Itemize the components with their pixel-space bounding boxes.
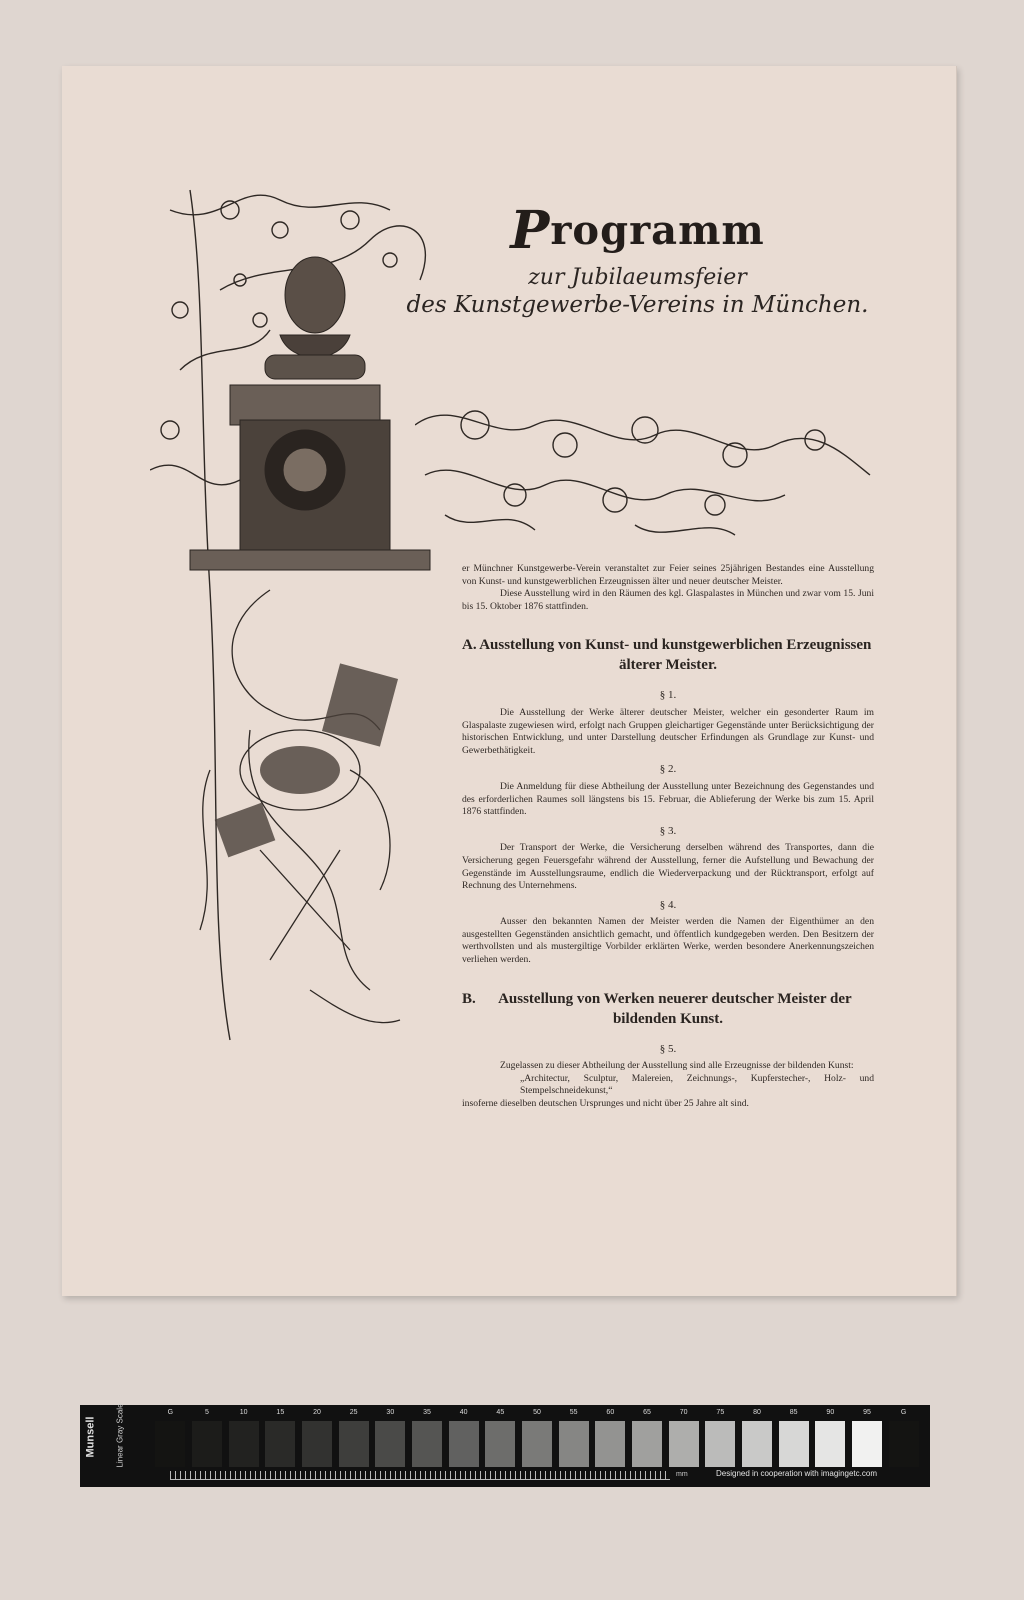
paragraph-5-tail: insoferne dieselben deutschen Ursprunges und nicht über 25 Jahre alt sind. [462, 1098, 749, 1110]
paragraph-number-1: § 1. [659, 689, 677, 702]
scale-tick-label: 50 [533, 1409, 541, 1416]
document-title [405, 200, 870, 261]
paragraph-5-quote: „Architectur, Sculptur, Malereien, Zeichnungs-, Kupferstecher-, Holz- und Stempelschneidekunst,“ [520, 1072, 874, 1097]
scale-tick-label: 75 [716, 1409, 725, 1416]
decorative-vine-scroll [415, 385, 875, 545]
paragraph-5: Zugelassen zu dieser Abtheilung der Ausstellung sind alle Erzeugnisse der bildenden Kunst: [500, 1060, 854, 1072]
gray-swatch [412, 1421, 442, 1467]
gray-swatch [742, 1421, 772, 1467]
scale-tick-label: 35 [423, 1409, 431, 1416]
paragraph-3: Der Transport der Werke, die Versicherung derselben während des Transportes, dann die Versicherung gegen Feuersgefahr während der Ausstellung, ferner die Aufstellung und Bewachung der Gegenstände im Ausstellungsraume, endlich die Wiederverpackung und der Rücktransport, erfolgt auf Rechnung des Unternehmens. [462, 842, 874, 892]
gray-swatch [595, 1421, 625, 1467]
scale-tick-label: 30 [386, 1409, 395, 1416]
scale-tick-label: 65 [643, 1409, 651, 1416]
section-a-letter: A. [462, 637, 477, 654]
scale-tick-label: G [167, 1409, 174, 1416]
brand-label: Linear Gray Scale [115, 1403, 125, 1468]
section-a-title: Ausstellung von Kunst- und kunstgewerblichen Erzeugnissen älterer Meister. [479, 637, 872, 674]
title-rest: rogramm [550, 207, 765, 254]
mm-ruler [170, 1471, 670, 1480]
gray-swatch [705, 1421, 735, 1467]
munsell-logo [84, 1403, 125, 1483]
scale-tick-label: 95 [863, 1409, 871, 1416]
scale-credit: Designed in cooperation with imagingetc.com [716, 1469, 877, 1478]
scale-tick-label: 40 [459, 1409, 468, 1416]
gray-swatches [152, 1421, 922, 1467]
gray-swatch [852, 1421, 882, 1467]
paragraph-2: Die Anmeldung für diese Abtheilung der Ausstellung unter Bezeichnung des Gegenstandes und des erforderlichen Raumes soll längstens bis 15. Februar, die Ablieferung der Werke bis zum 15. April 1876 stattfinden. [462, 780, 874, 818]
paragraph-4: Ausser den bekannten Namen der Meister werden die Namen der Eigenthümer an den ausgestellten Gegenständen ansichtlich gemacht, und öffentlich kundgegeben werden. Den Besitzern der werthvollsten und als mustergiltige Vorbilder erklärten Werke, werden besondere Anerkennungszeichen verliehen werden. [462, 916, 874, 966]
scale-tick-label: G [900, 1409, 907, 1416]
brand-name: Munsell [84, 1416, 97, 1458]
gray-swatch [485, 1421, 515, 1467]
paragraph-number-2: § 2. [659, 763, 677, 776]
title-subtitle-2: des Kunstgewerbe-Vereins in München. [406, 292, 869, 318]
gray-swatch [449, 1421, 479, 1467]
scale-tick-label: 15 [276, 1409, 285, 1416]
scale-tick-labels [152, 1409, 922, 1419]
scale-tick-label: 55 [569, 1409, 578, 1416]
gray-swatch [339, 1421, 369, 1467]
section-a-heading [462, 635, 874, 675]
paragraph-1: Die Ausstellung der Werke älterer deutscher Meister, welcher ein gesonderter Raum im Glaspalaste zugewiesen wird, erfolgt nach Gruppen gleichartiger Gegenstände unter Berücksichtigung der historischen Entwicklung, und unter Darstellung deutscher Erfindungen als Grundlage zur Kunst- und Gewerbethätigkeit. [462, 706, 874, 756]
scale-tick-label: 70 [679, 1409, 688, 1416]
section-b-letter: B. [462, 990, 476, 1007]
scale-tick-label: 25 [349, 1409, 358, 1416]
title-block [405, 200, 870, 318]
gray-swatch [632, 1421, 662, 1467]
intro-paragraph-2: Diese Ausstellung wird in den Räumen des kgl. Glaspalastes in München und zwar vom 15. Juni bis 15. Oktober 1876 stattfinden. [462, 588, 874, 612]
gray-swatch [302, 1421, 332, 1467]
scale-tick-label: 60 [606, 1409, 615, 1416]
intro-paragraph-1: er Münchner Kunstgewerbe-Verein veranstaltet zur Feier seines 25jährigen Bestandes eine Ausstellung von Kunst- und kunstgewerblichen Erzeugnissen älter und neuer deutscher Meister. [462, 563, 874, 587]
scale-tick-label: 90 [826, 1409, 835, 1416]
gray-swatch [375, 1421, 405, 1467]
section-b-heading [462, 989, 874, 1029]
gray-swatch [669, 1421, 699, 1467]
paragraph-number-3: § 3. [659, 824, 677, 837]
gray-swatch [229, 1421, 259, 1467]
gray-swatch [522, 1421, 552, 1467]
mm-label: mm [676, 1471, 688, 1478]
gray-scale-card [80, 1405, 930, 1487]
scale-tick-label: 5 [205, 1409, 209, 1416]
gray-swatch [889, 1421, 919, 1467]
paragraph-number-4: § 4. [659, 898, 677, 911]
gray-swatch [192, 1421, 222, 1467]
scale-tick-label: 20 [313, 1409, 321, 1416]
gray-swatch [559, 1421, 589, 1467]
title-initial: P [510, 200, 551, 261]
gray-swatch [779, 1421, 809, 1467]
document-body [462, 563, 874, 1111]
gray-swatch [815, 1421, 845, 1467]
title-subtitle-1: zur Jubilaeumsfeier [528, 265, 747, 290]
gray-swatch [155, 1421, 185, 1467]
section-b-title: Ausstellung von Werken neuerer deutscher Meister der bildenden Kunst. [498, 990, 852, 1027]
scale-tick-label: 80 [753, 1409, 761, 1416]
scale-tick-label: 85 [789, 1409, 798, 1416]
gray-swatch [265, 1421, 295, 1467]
scale-tick-label: 45 [496, 1409, 505, 1416]
scale-tick-label: 10 [239, 1409, 248, 1416]
paragraph-number-5: § 5. [659, 1042, 677, 1055]
